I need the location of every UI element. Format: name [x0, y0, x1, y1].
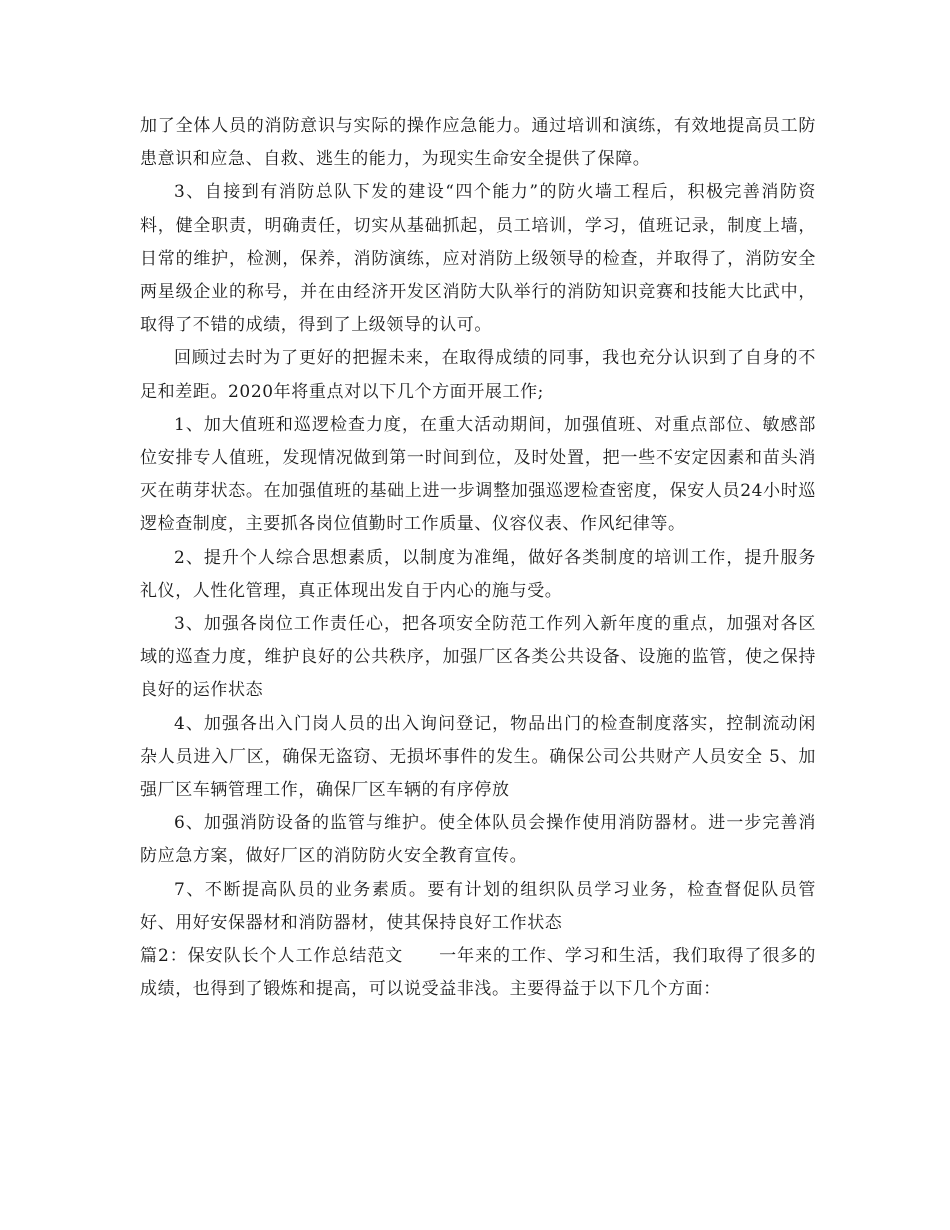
paragraph-plan-item-4-5: 4、加强各出入门岗人员的出入询问登记，物品出门的检查制度落实，控制流动闲杂人员进入厂区，确保无盗窃、无损坏事件的发生。确保公司公共财产人员安全 5、加强厂区车辆管理工作，确保厂区车辆的有序停放: [140, 713, 816, 801]
paragraph-plan-item-6: 6、加强消防设备的监管与维护。使全体队员会操作使用消防器材。进一步完善消防应急方案，做好厂区的消防防火安全教育宣传。: [140, 813, 816, 867]
paragraph-plan-item-2: 2、提升个人综合思想素质，以制度为准绳，做好各类制度的培训工作，提升服务礼仪，人性化管理，真正体现出发自于内心的施与受。: [140, 547, 816, 601]
paragraph-plan-item-1: 1、加大值班和巡逻检查力度，在重大活动期间，加强值班、对重点部位、敏感部位安排专人值班，发现情况做到第一时间到位，及时处置，把一些不安定因素和苗头消灭在萌芽状态。在加强值班的基础上进一步调整加强巡逻检查密度，保安人员24小时巡逻检查制度，主要抓各岗位值勤时工作质量、仪容仪表、作风纪律等。: [140, 414, 816, 535]
paragraph-section-2-heading: 篇2：保安队长个人工作总结范文 一年来的工作、学习和生活，我们取得了很多的成绩，也得到了锻炼和提高，可以说受益非浅。主要得益于以下几个方面：: [140, 946, 816, 1000]
paragraph-plan-item-3: 3、加强各岗位工作责任心，把各项安全防范工作列入新年度的重点，加强对各区域的巡查力度，维护良好的公共秩序，加强厂区各类公共设备、设施的监管，使之保持良好的运作状态: [140, 614, 816, 701]
paragraph-item-3-fire-project: 3、自接到有消防总队下发的建设“四个能力”的防火墙工程后，积极完善消防资料，健全职责，明确责任，切实从基础抓起，员工培训，学习，值班记录，制度上墙，日常的维护，检测，保养，消防演练，应对消防上级领导的检查，并取得了，消防安全两星级企业的称号，并在由经济开发区消防大队举行的消防知识竞赛和技能大比武中，取得了不错的成绩，得到了上级领导的认可。: [140, 182, 816, 336]
paragraph-continuation: 加了全体人员的消防意识与实际的操作应急能力。通过培训和演练，有效地提高员工防患意识和应急、自救、逃生的能力，为现实生命安全提供了保障。: [140, 116, 816, 170]
paragraph-plan-item-7: 7、不断提高队员的业务素质。要有计划的组织队员学习业务，检查督促队员管好、用好安保器材和消防器材，使其保持良好工作状态: [140, 879, 816, 933]
paragraph-review: 回顾过去时为了更好的把握未来，在取得成绩的同事，我也充分认识到了自身的不足和差距。2020年将重点对以下几个方面开展工作;: [140, 348, 816, 402]
document-body: [140, 110, 816, 1006]
